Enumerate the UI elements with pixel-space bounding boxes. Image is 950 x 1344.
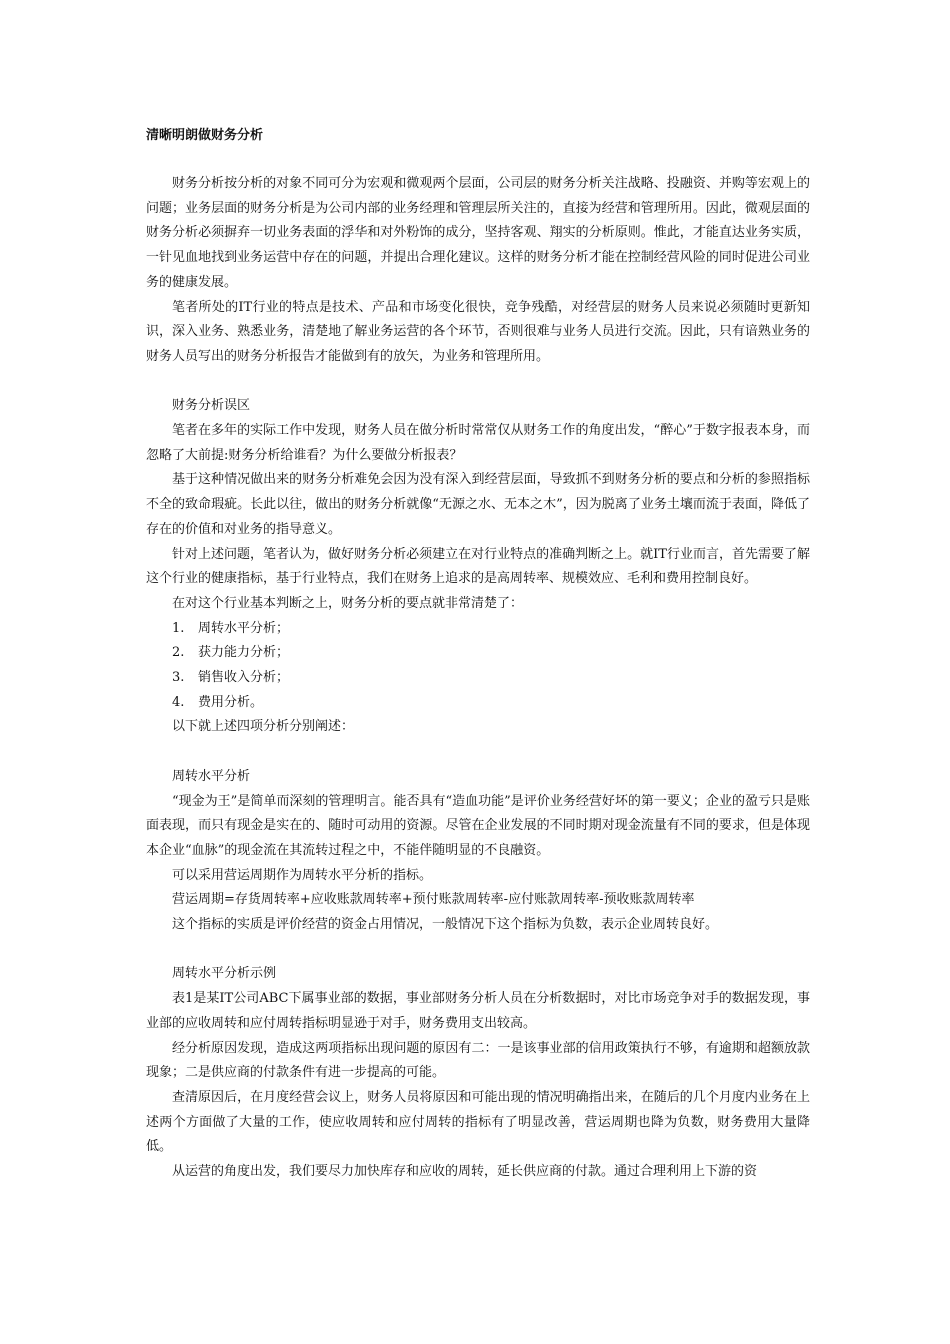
body-paragraph: 笔者在多年的实际工作中发现，财务人员在做分析时常常仅从财务工作的角度出发，“醉心”于数字报表本身，而忽略了大前提:财务分析给谁看？为什么要做分析报表？ [146,423,810,463]
body-paragraph: 以下就上述四项分析分别阐述： [172,719,355,735]
body-paragraph: 基于这种情况做出来的财务分析难免会因为没有深入到经营层面，导致抓不到财务分析的要点和分析的参照指标不全的致命瑕疵。长此以往，做出的财务分析就像“无源之水、无本之木”，因为脱离了业务土壤而流于表面，降低了存在的价值和对业务的指导意义。 [146,472,810,537]
list-item [146,617,810,642]
list-item [146,666,810,691]
list-text: 销售收入分析； [198,670,290,686]
body-paragraph: 这个指标的实质是评价经营的资金占用情况，一般情况下这个指标为负数，表示企业周转良好。 [172,917,719,933]
body-paragraph: 表1是某IT公司ABC下属事业部的数据，事业部财务分析人员在分析数据时，对比市场竞争对手的数据发现，事业部的应收周转和应付周转指标明显逊于对手，财务费用支出较高。 [146,991,810,1031]
body-paragraph: 从运营的角度出发，我们要尽力加快库存和应收的周转，延长供应商的付款。通过合理利用上下游的资 [172,1164,758,1180]
list-text: 周转水平分析； [198,620,290,636]
body-paragraph: “现金为王”是简单而深刻的管理明言。能否具有“造血功能”是评价业务经营好坏的第一要义；企业的盈亏只是账面表现，而只有现金是实在的、随时可动用的资源。尽管在企业发展的不同时期对现金流量有不同的要求，但是体现本企业“血脉”的现金流在其流转过程之中，不能伴随明显的不良融资。 [146,793,810,858]
body-paragraph: 可以采用营运周期作为周转水平分析的指标。 [172,867,433,883]
section-heading-turnover-example: 周转水平分析示例 [172,966,277,982]
list-text: 获力能力分析； [198,645,290,661]
list-number: 4. [172,694,185,710]
section-heading-turnover: 周转水平分析 [172,768,251,784]
document-page [146,124,810,1185]
body-paragraph: 针对上述问题，笔者认为，做好财务分析必须建立在对行业特点的准确判断之上。就IT行业而言，首先需要了解这个行业的健康指标，基于行业特点，我们在财务上追求的是高周转率、规模效应、毛利和费用控制良好。 [146,546,810,587]
list-item [146,691,810,716]
list-number: 1. [172,620,185,636]
list-number: 3. [172,670,185,686]
intro-paragraph: 财务分析按分析的对象不同可分为宏观和微观两个层面，公司层的财务分析关注战略、投融资、并购等宏观上的问题；业务层面的财务分析是为公司内部的业务经理和管理层所关注的，直接为经营和管理所用。因此，微观层面的财务分析必须摒弃一切业务表面的浮华和对外粉饰的成分，坚持客观、翔实的分析原则。惟此，才能直达业务实质，一针见血地找到业务运营中存在的问题，并提出合理化建议。这样的财务分析才能在控制经营风险的同时促进公司业务的健康发展。 [146,176,810,290]
body-paragraph: 经分析原因发现，造成这两项指标出现问题的原因有二：一是该事业部的信用政策执行不够，有逾期和超额放款现象；二是供应商的付款条件有进一步提高的可能。 [146,1040,810,1081]
body-paragraph: 在对这个行业基本判断之上，财务分析的要点就非常清楚了： [172,595,524,611]
list-number: 2. [172,645,185,661]
formula-paragraph: 营运周期=存货周转率+应收账款周转率+预付账款周转率-应付账款周转率-预收账款周转率 [172,892,695,908]
list-text: 费用分析。 [198,694,264,710]
document-title: 清晰明朗做财务分析 [146,128,264,143]
body-paragraph: 查清原因后，在月度经营会议上，财务人员将原因和可能出现的情况明确指出来，在随后的几个月度内业务在上述两个方面做了大量的工作，使应收周转和应付周转的指标有了明显改善，营运周期也降为负数，财务费用大量降低。 [146,1089,810,1155]
section-heading-misconceptions: 财务分析误区 [172,398,251,414]
intro-paragraph: 笔者所处的IT行业的特点是技术、产品和市场变化很快，竞争残酷，对经营层的财务人员来说必须随时更新知识，深入业务、熟悉业务，清楚地了解业务运营的各个环节，否则很难与业务人员进行交流。因此，只有谙熟业务的财务人员写出的财务分析报告才能做到有的放矢，为业务和管理所用。 [146,299,810,364]
list-item [146,641,810,666]
